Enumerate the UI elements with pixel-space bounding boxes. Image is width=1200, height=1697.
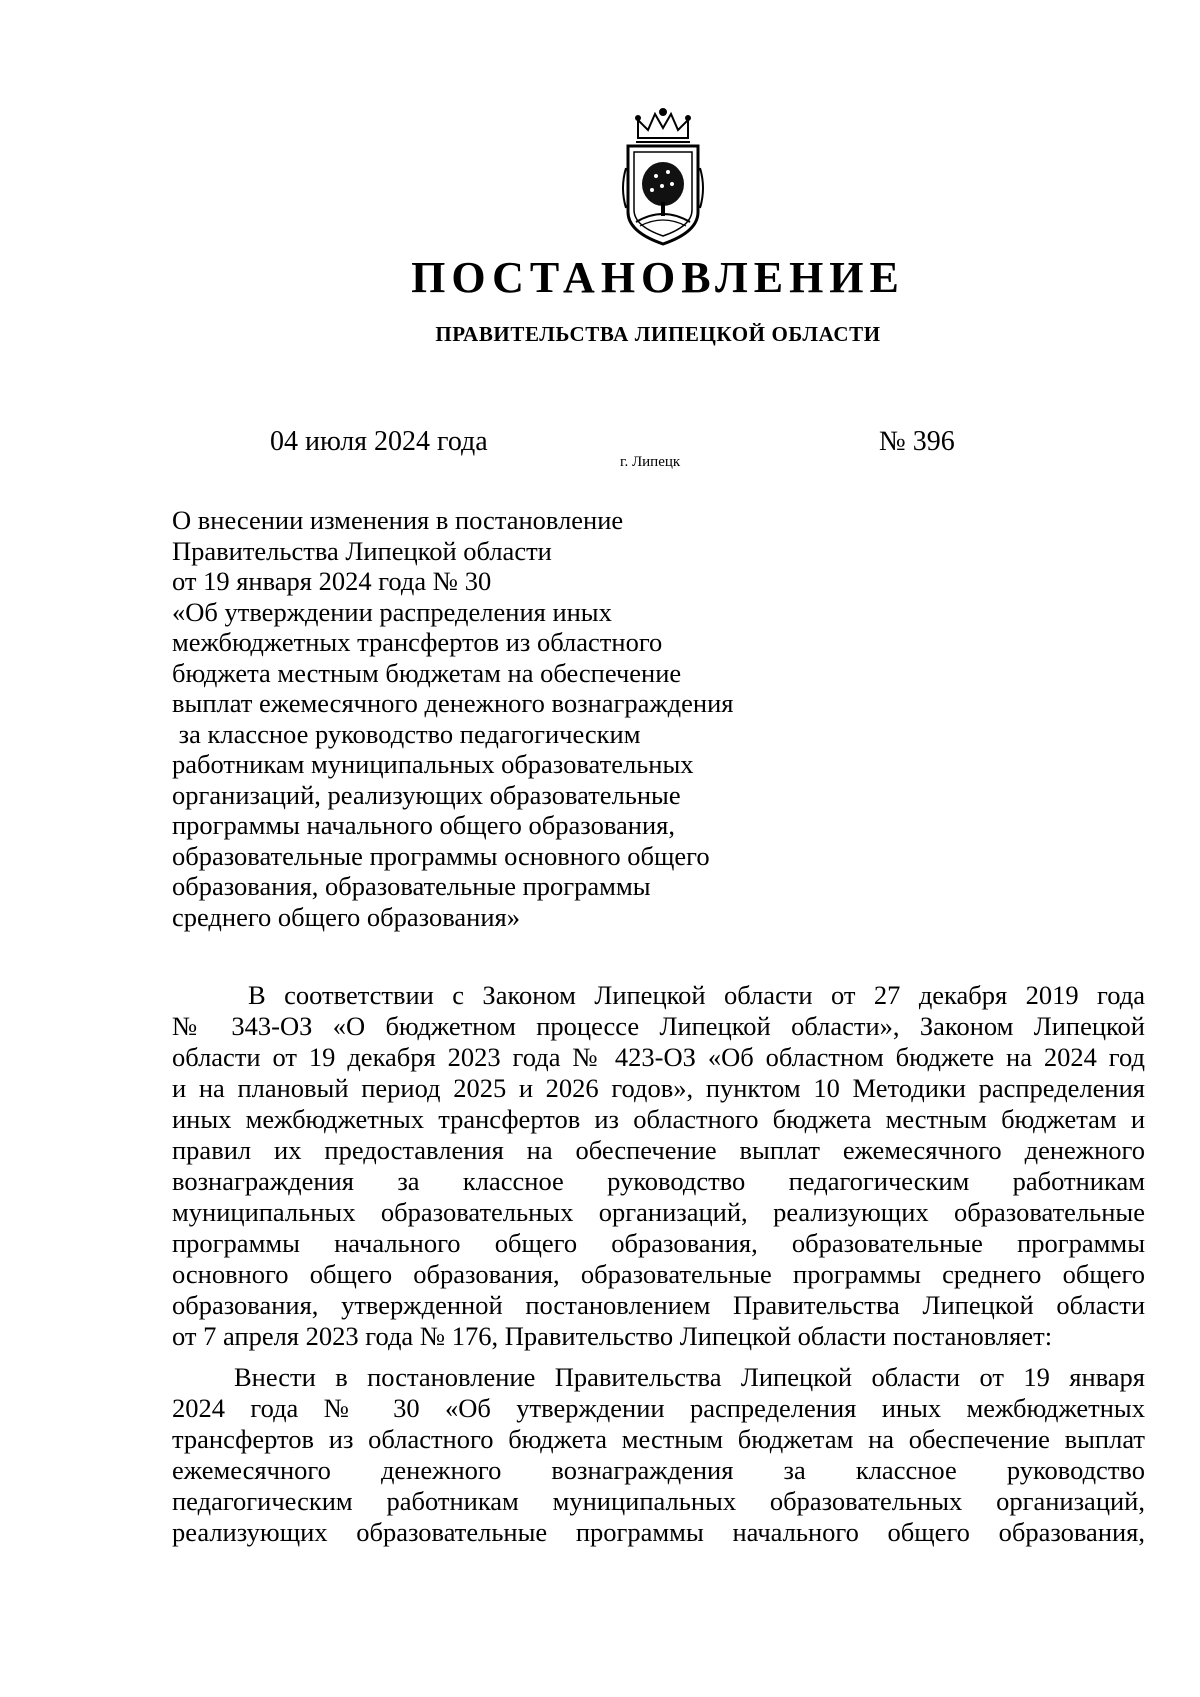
document-date: 04 июля 2024 года — [270, 426, 488, 457]
body-line: от 7 апреля 2023 года № 176, Правительство Липецкой области постановляет: — [172, 1321, 1053, 1351]
caption-line: работникам муниципальных образовательных — [172, 749, 694, 779]
body-line: трансфертов из областного бюджета местным бюджетам на обеспечение выплат — [172, 1424, 1145, 1454]
caption-line: за классное руководство педагогическим — [172, 718, 641, 749]
body-line: правил их предоставления на обеспечение выплат ежемесячного денежного — [172, 1135, 1145, 1165]
body-line: Внести в постановление Правительства Липецкой области от 19 января — [234, 1362, 1145, 1392]
caption-line: программы начального общего образования, — [172, 810, 675, 840]
body-line: и на плановый период 2025 и 2026 годов», пунктом 10 Методики распределения — [172, 1073, 1145, 1103]
body-line: муниципальных образовательных организаций, реализующих образовательные — [172, 1197, 1145, 1227]
caption-line: организаций, реализующих образовательные — [172, 779, 681, 810]
document-caption — [172, 505, 812, 932]
caption-line: выплат ежемесячного денежного вознаграждения — [172, 688, 734, 718]
document-number: № 396 — [879, 426, 955, 457]
caption-line: образовательные программы основного общего — [172, 840, 710, 871]
caption-line: от 19 января 2024 года № 30 — [172, 566, 492, 596]
body-line: области от 19 декабря 2023 года № 423-ОЗ «Об областном бюджете на 2024 год — [172, 1042, 1145, 1072]
body-line: педагогическим работникам муниципальных образовательных организаций, — [172, 1486, 1145, 1516]
document-title: ПОСТАНОВЛЕНИЕ — [411, 253, 905, 302]
caption-line: О внесении изменения в постановление — [172, 505, 624, 535]
body-line: иных межбюджетных трансфертов из областного бюджета местным бюджетам и — [172, 1104, 1145, 1134]
caption-line: бюджета местным бюджетам на обеспечение — [172, 657, 682, 688]
body-line: № 343-ОЗ «О бюджетном процессе Липецкой области», Законом Липецкой — [172, 1011, 1145, 1041]
lipetsk-coat-of-arms-icon — [618, 108, 708, 248]
caption-line: среднего общего образования» — [172, 901, 520, 932]
caption-line: «Об утверждении распределения иных — [172, 596, 612, 627]
body-line: реализующих образовательные программы начального общего образования, — [172, 1517, 1145, 1547]
document-place: г. Липецк — [620, 454, 681, 470]
paragraph-resolution — [172, 1362, 1145, 1548]
document-body — [172, 980, 1145, 1558]
caption-line: образования, образовательные программы — [172, 871, 651, 901]
body-line: ежемесячного денежного вознаграждения за классное руководство — [172, 1455, 1145, 1485]
caption-line: межбюджетных трансфертов из областного — [172, 627, 663, 657]
body-line: 2024 года № 30 «Об утверждении распределения иных межбюджетных — [172, 1393, 1145, 1423]
issuing-authority: ПРАВИТЕЛЬСТВА ЛИПЕЦКОЙ ОБЛАСТИ — [435, 322, 881, 346]
body-line: основного общего образования, образовательные программы среднего общего — [172, 1259, 1145, 1289]
paragraph-preamble — [172, 980, 1145, 1352]
body-line: В соответствии с Законом Липецкой области от 27 декабря 2019 года — [248, 980, 1145, 1010]
body-line: вознаграждения за классное руководство педагогическим работникам — [172, 1166, 1145, 1196]
caption-line: Правительства Липецкой области — [172, 535, 552, 566]
body-line: образования, утвержденной постановлением Правительства Липецкой области — [172, 1290, 1145, 1320]
body-line: программы начального общего образования, образовательные программы — [172, 1228, 1145, 1258]
